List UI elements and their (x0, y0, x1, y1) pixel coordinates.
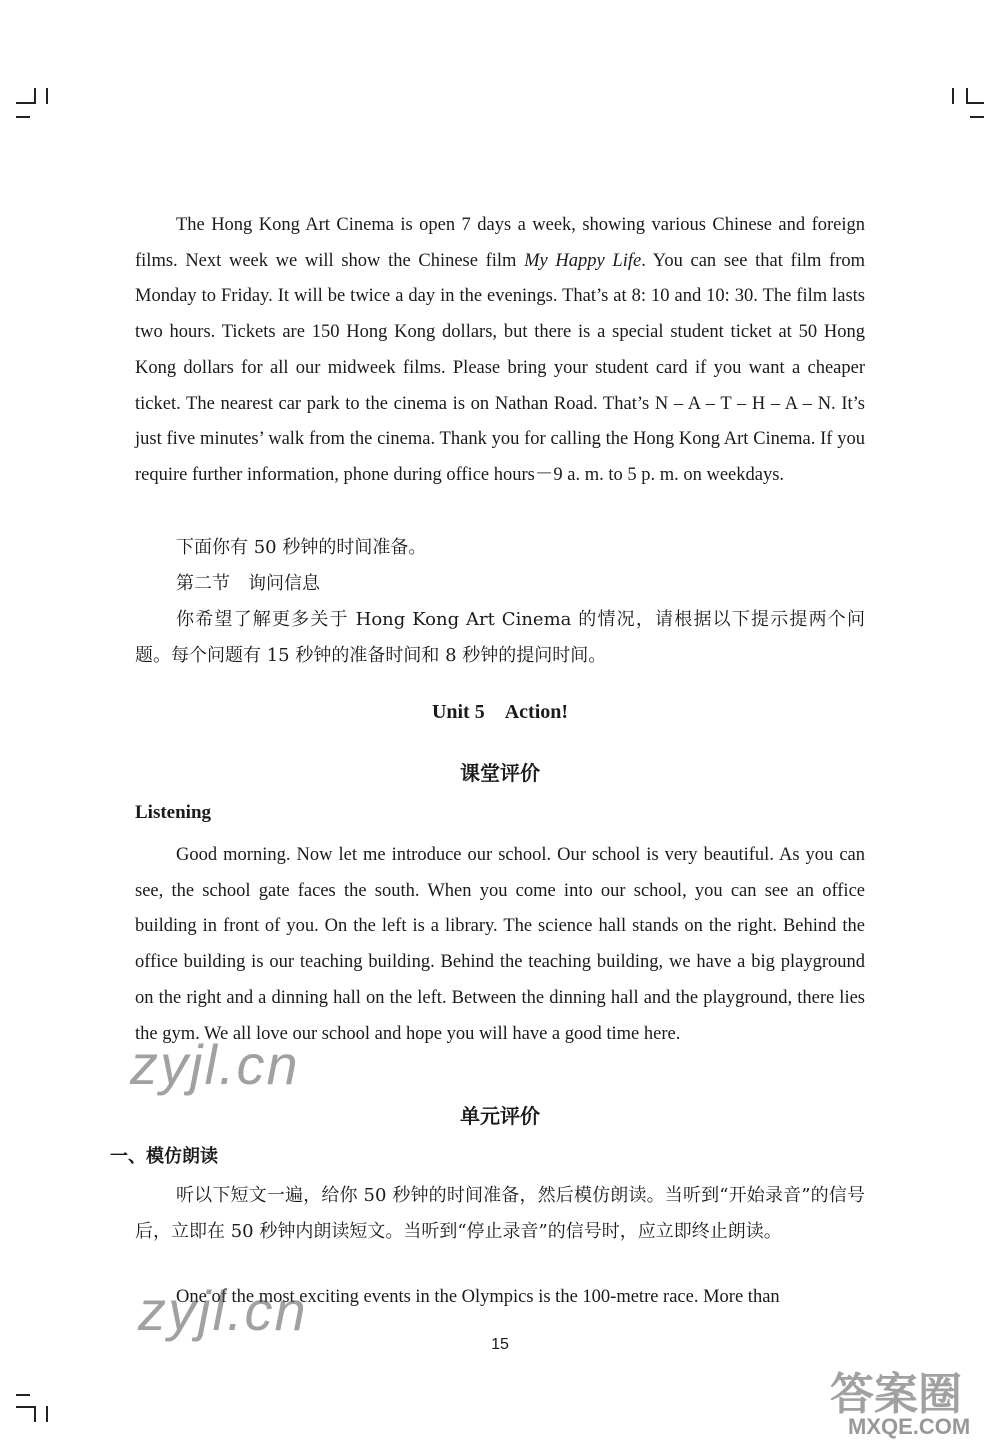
section2-instruction: 你希望了解更多关于 Hong Kong Art Cinema 的情况，请根据以下提示提两个问题。每个问题有 15 秒钟的准备时间和 8 秒钟的提问时间。 (135, 609, 865, 666)
crop-mark-bottom-left (16, 1406, 36, 1408)
unit-title: Unit 5 Action! (431, 701, 569, 723)
crop-mark-top-right (970, 116, 984, 118)
page-number: 15 (491, 1336, 509, 1353)
corner-watermark-logo: 答案圈 (830, 1369, 962, 1420)
listening-passage-cinema: The Hong Kong Art Cinema is open 7 days a week, showing various Chinese and foreign films. Next week we will show the Chinese film My Happy Life. You can see that film from Monday to Friday. It will be twice a day in the evenings. That’s at 8: 10 and 10: 30. The film lasts two hours. Tickets are 150 Hong Kong dollars, but there is a special student ticket at 50 Hong Kong dollars for all our midweek films. Please bring your student card if you want a cheaper ticket. The nearest car park to the cinema is on Nathan Road. That’s N – A – T – H – A – N. It’s just five minutes’ walk from the cinema. Thank you for calling the Hong Kong Art Cinema. If you require further information, phone during office hours－9 a. m. to 5 p. m. on weekdays. (135, 215, 865, 485)
crop-mark-top-right (966, 102, 984, 104)
crop-mark-bottom-left (46, 1406, 48, 1422)
corner-watermark-url: MXQE.COM (848, 1414, 971, 1439)
part1-title: 一、模仿朗读 (110, 1146, 218, 1166)
crop-mark-bottom-left (34, 1406, 36, 1422)
part1-instruction: 听以下短文一遍，给你 50 秒钟的时间准备，然后模仿朗读。当听到“开始录音”的信号后，立即在 50 秒钟内朗读短文。当听到“停止录音”的信号时，应立即终止朗读。 (135, 1185, 865, 1242)
listening-label: Listening (135, 802, 212, 823)
crop-mark-top-left (16, 116, 30, 118)
prep-note: 下面你有 50 秒钟的时间准备。 (176, 537, 427, 558)
watermark: zyjl.cn (130, 1033, 300, 1096)
class-evaluation-title: 课堂评价 (460, 763, 540, 785)
section2-title: 第二节 询问信息 (176, 573, 320, 594)
crop-mark-top-left (46, 88, 48, 104)
crop-mark-top-left (34, 88, 36, 104)
unit-evaluation-title: 单元评价 (460, 1106, 540, 1128)
crop-mark-top-left (16, 102, 36, 104)
reading-passage: One of the most exciting events in the Olympics is the 100-metre race. More than (176, 1287, 780, 1307)
listening-passage-school: Good morning. Now let me introduce our school. Our school is very beautiful. As you can see, the school gate faces the south. When you come into our school, you can see an office building in front of you. On the left is a library. The science hall stands on the right. Behind the office building is our teaching building. Behind the teaching building, we have a big playground on the right and a dinning hall on the left. Between the dinning hall and the playground, there lies the gym. We all love our school and hope you will have a good time here. (135, 845, 865, 1044)
watermark: zyjl.cn (138, 1279, 308, 1342)
crop-mark-bottom-left (16, 1394, 30, 1396)
crop-mark-top-right (952, 88, 954, 104)
film-title: My Happy Life (524, 250, 642, 271)
